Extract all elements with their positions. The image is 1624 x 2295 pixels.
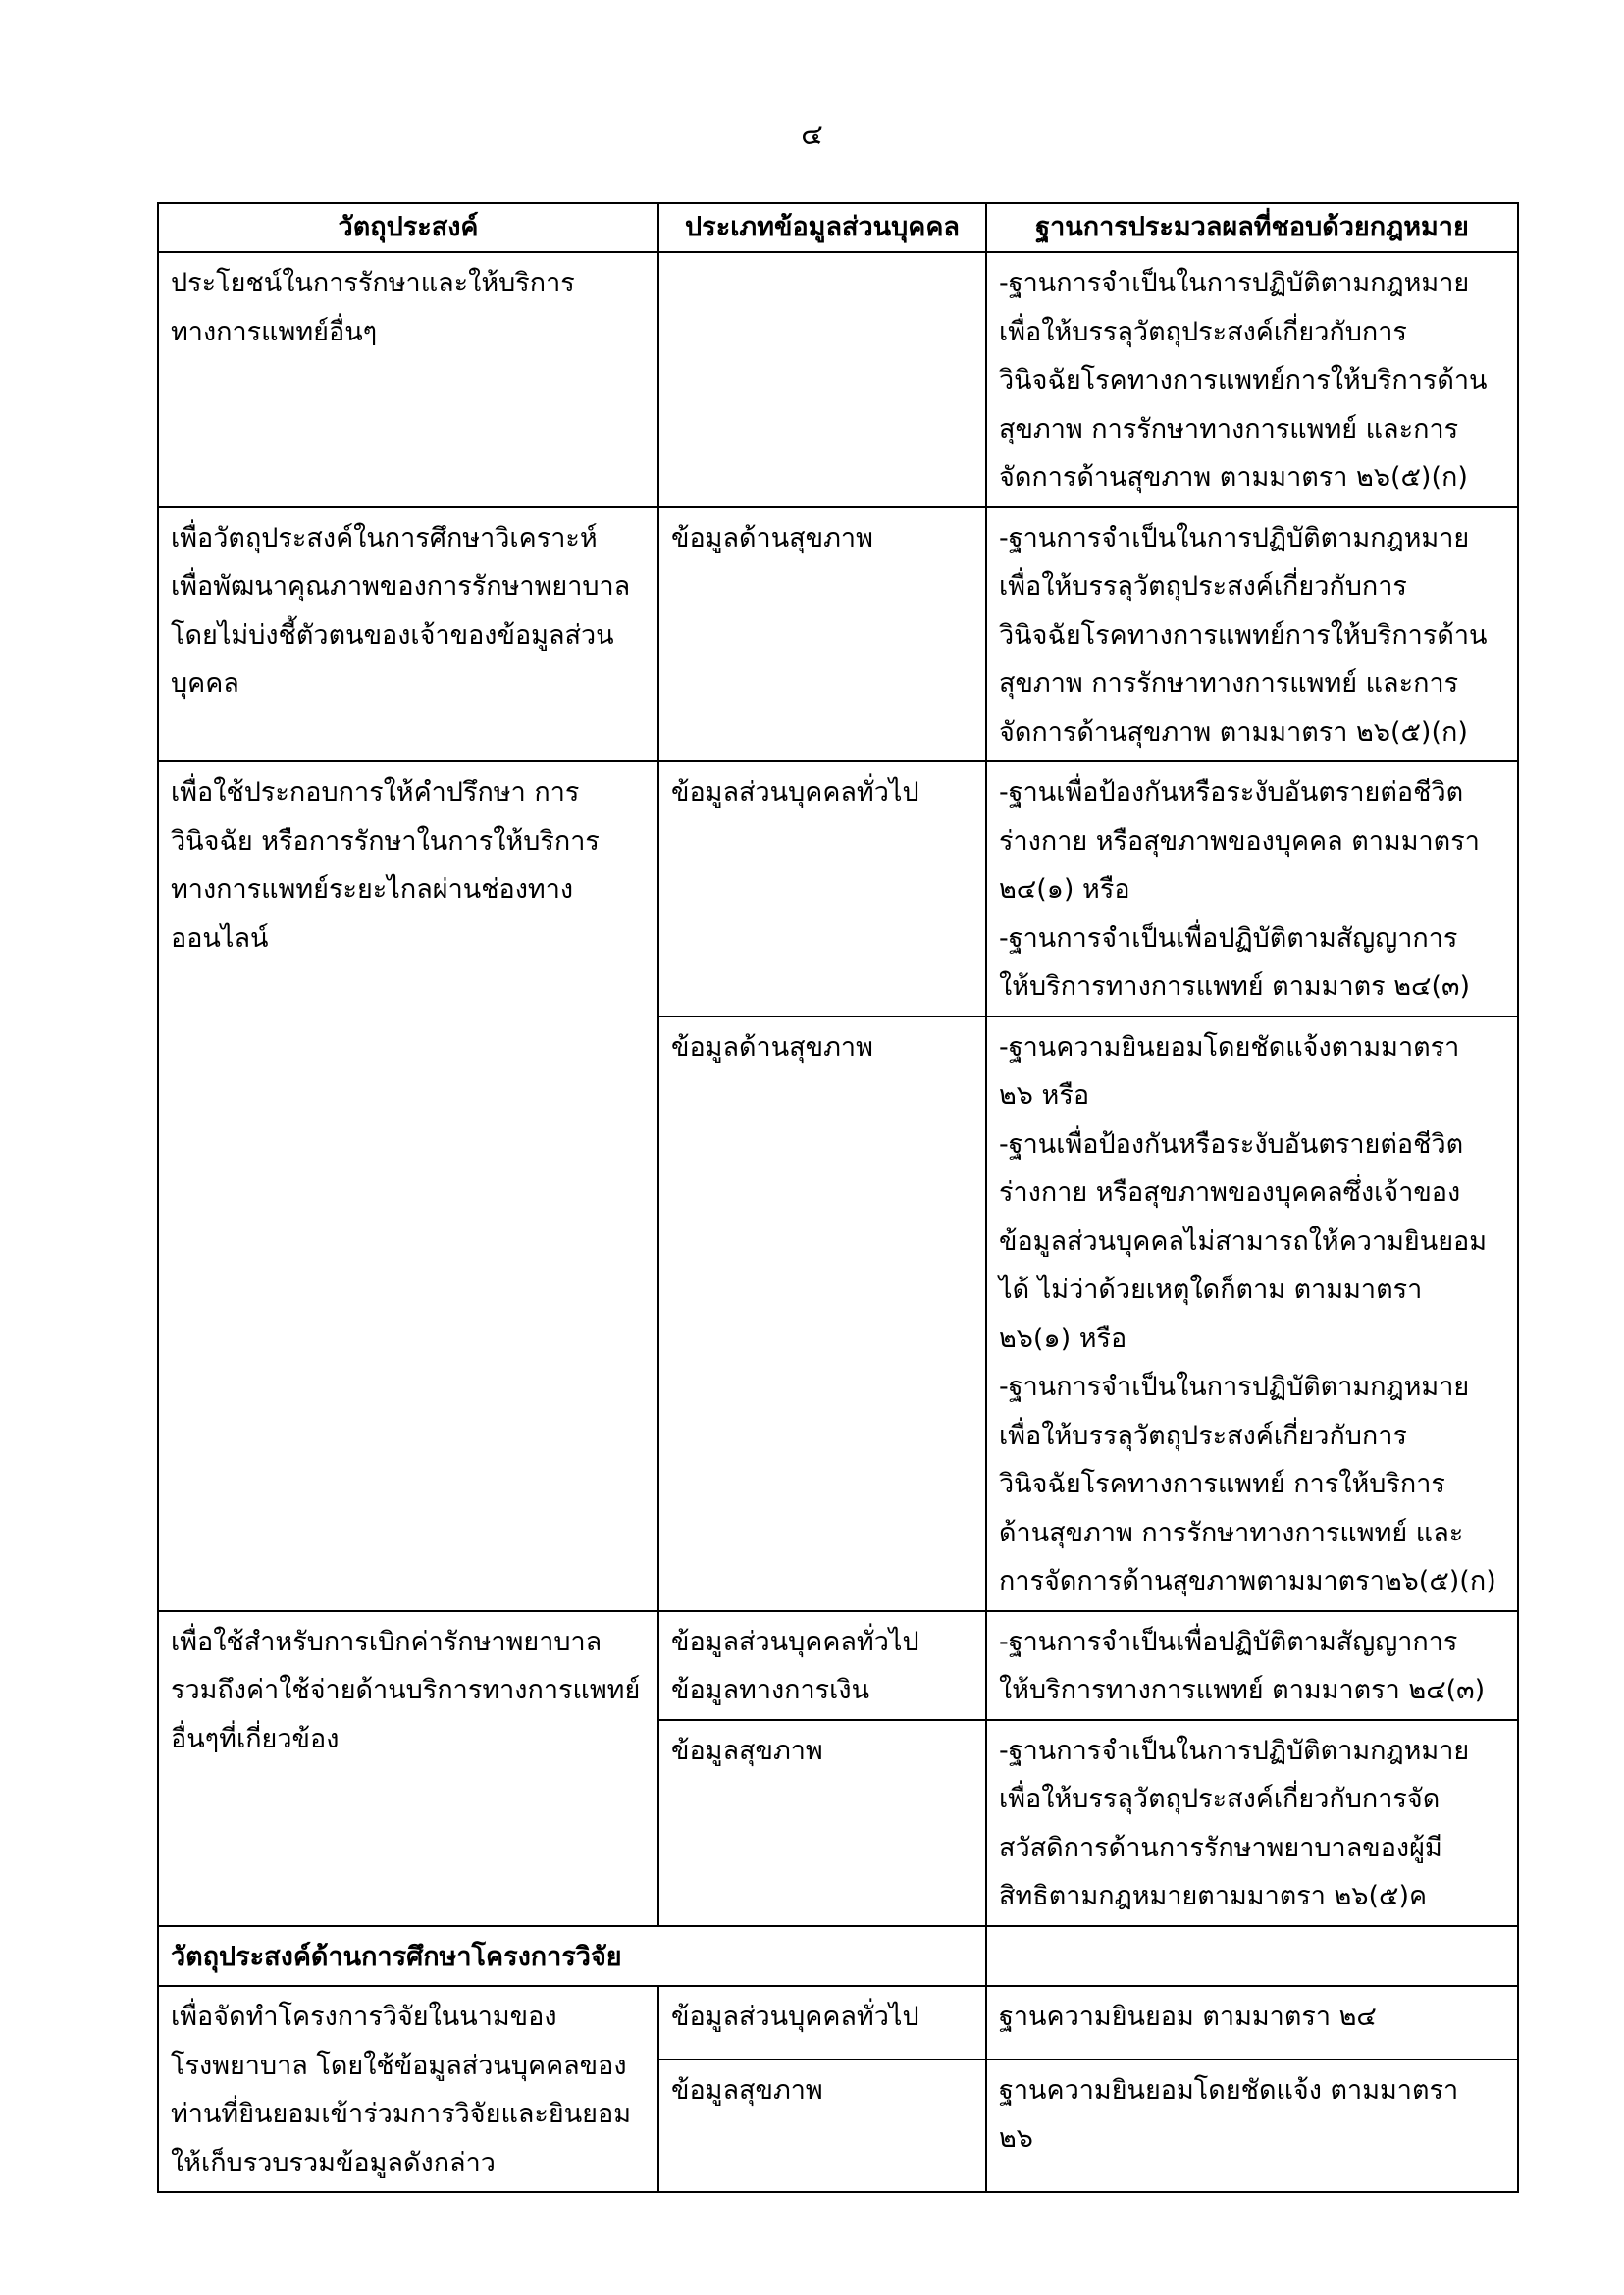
- text-line: เพื่อใช้สำหรับการเบิกค่ารักษาพยาบาล: [171, 1626, 602, 1657]
- objective-cell: [158, 1986, 658, 2192]
- text-line: เพื่อวัตถุประสงค์ในการศึกษาวิเคราะห์: [171, 522, 598, 553]
- text-line: ข้อมูลส่วนบุคคลทั่วไป: [671, 1626, 919, 1657]
- text-line: ด้านสุขภาพ การรักษาทางการแพทย์ และ: [999, 1517, 1464, 1548]
- data-type-cell: [658, 1611, 986, 1720]
- text-line: ท่านที่ยินยอมเข้าร่วมการวิจัยและยินยอม: [171, 2099, 632, 2129]
- text-line: การจัดการด้านสุขภาพตามมาตรา๒๖(๕)(ก): [999, 1566, 1496, 1596]
- objective-cell: [158, 507, 658, 762]
- text-line: ทางการแพทย์ระยะไกลผ่านช่องทาง: [171, 874, 574, 905]
- legal-basis-cell: [986, 1986, 1518, 2060]
- text-line: -ฐานการจำเป็นเพื่อปฏิบัติตามสัญญาการ: [999, 1626, 1458, 1657]
- text-line: ร่างกาย หรือสุขภาพของบุคคล ตามมาตรา: [999, 825, 1480, 857]
- text-line: ข้อมูลทางการเงิน: [671, 1675, 870, 1705]
- text-line: วินิจฉัยโรคทางการแพทย์การให้บริการด้าน: [999, 619, 1488, 651]
- text-line: เพื่อให้บรรลุวัตถุประสงค์เกี่ยวกับการ: [999, 316, 1407, 347]
- section-heading: วัตถุประสงค์ด้านการศึกษาโครงการวิจัย: [158, 1926, 986, 1987]
- objective-cell: [158, 252, 658, 507]
- text-line: อื่นๆที่เกี่ยวข้อง: [171, 1723, 340, 1754]
- text-line: -ฐานการจำเป็นเพื่อปฏิบัติตามสัญญาการ: [999, 922, 1458, 954]
- table-row: [158, 507, 1518, 762]
- text-line: ข้อมูลสุขภาพ: [671, 2074, 823, 2106]
- legal-basis-cell: [986, 1720, 1518, 1926]
- text-line: บุคคล: [171, 668, 239, 699]
- text-line: เพื่อให้บรรลุวัตถุประสงค์เกี่ยวกับการจัด: [999, 1784, 1441, 1814]
- text-line: ร่างกาย หรือสุขภาพของบุคคลซึ่งเจ้าของ: [999, 1177, 1461, 1208]
- text-line: ข้อมูลด้านสุขภาพ: [671, 522, 873, 553]
- text-line: วินิจฉัยโรคทางการแพทย์การให้บริการด้าน: [999, 365, 1488, 395]
- text-line: ให้บริการทางการแพทย์ ตามมาตรา ๒๔(๓): [999, 1675, 1486, 1705]
- text-line: -ฐานการจำเป็นในการปฏิบัติตามกฎหมาย: [999, 522, 1470, 553]
- text-line: สวัสดิการด้านการรักษาพยาบาลของผู้มี: [999, 1832, 1442, 1863]
- data-type-cell: [658, 507, 986, 762]
- text-line: ฐานความยินยอม ตามมาตรา ๒๔: [999, 2002, 1377, 2032]
- text-line: เพื่อใช้ประกอบการให้คำปรึกษา การ: [171, 777, 580, 808]
- header-objective: วัตถุประสงค์: [158, 203, 658, 252]
- text-line: โรงพยาบาล โดยใช้ข้อมูลส่วนบุคคลของ: [171, 2050, 627, 2081]
- text-line: วินิจฉัย หรือการรักษาในการให้บริการ: [171, 825, 600, 857]
- text-line: -ฐานการจำเป็นในการปฏิบัติตามกฎหมาย: [999, 1735, 1470, 1766]
- text-line: ข้อมูลด้านสุขภาพ: [671, 1031, 873, 1063]
- section-row: [158, 1926, 1518, 1987]
- text-line: ๒๔(๑) หรือ: [999, 874, 1130, 905]
- text-line: ข้อมูลสุขภาพ: [671, 1735, 823, 1766]
- text-line: ได้ ไม่ว่าด้วยเหตุใดก็ตาม ตามมาตรา: [999, 1275, 1423, 1305]
- text-line: ให้บริการทางการแพทย์ ตามมาตร ๒๔(๓): [999, 971, 1471, 1002]
- legal-basis-cell: [986, 252, 1518, 507]
- table-row: [158, 252, 1518, 507]
- text-line: จัดการด้านสุขภาพ ตามมาตรา ๒๖(๕)(ก): [999, 716, 1468, 748]
- text-line: จัดการด้านสุขภาพ ตามมาตรา ๒๖(๕)(ก): [999, 462, 1468, 493]
- text-line: ฐานความยินยอมโดยชัดแจ้ง ตามมาตรา: [999, 2074, 1459, 2106]
- text-line: ออนไลน์: [171, 922, 269, 954]
- objective-cell: [158, 1611, 658, 1926]
- text-line: เพื่อให้บรรลุวัตถุประสงค์เกี่ยวกับการ: [999, 571, 1407, 601]
- text-line: ข้อมูลส่วนบุคคลไม่สามารถให้ความยินยอม: [999, 1226, 1488, 1257]
- data-type-cell: [658, 1986, 986, 2060]
- text-line: ประโยชน์ในการรักษาและให้บริการ: [171, 268, 575, 298]
- header-legal-basis: ฐานการประมวลผลที่ชอบด้วยกฎหมาย: [986, 203, 1518, 252]
- text-line: -ฐานความยินยอมโดยชัดแจ้งตามมาตรา: [999, 1031, 1460, 1063]
- text-line: สิทธิตามกฎหมายตามมาตรา ๒๖(๕)ค: [999, 1881, 1428, 1911]
- text-line: ทางการแพทย์อื่นๆ: [171, 316, 378, 347]
- text-line: ให้เก็บรวบรวมข้อมูลดังกล่าว: [171, 2147, 496, 2178]
- legal-basis-cell: [986, 761, 1518, 1017]
- text-line: สุขภาพ การรักษาทางการแพทย์ และการ: [999, 668, 1459, 699]
- text-line: -ฐานการจำเป็นในการปฏิบัติตามกฎหมาย: [999, 1372, 1470, 1402]
- table-row: [158, 1611, 1518, 1720]
- text-line: -ฐานเพื่อป้องกันหรือระงับอันตรายต่อชีวิต: [999, 1128, 1464, 1160]
- table-row: [158, 1986, 1518, 2060]
- text-line: เพื่อจัดทำโครงการวิจัยในนามของ: [171, 2002, 557, 2032]
- data-type-cell: [658, 1017, 986, 1611]
- empty-cell: [986, 1926, 1518, 1987]
- text-line: สุขภาพ การรักษาทางการแพทย์ และการ: [999, 413, 1459, 444]
- page-number: ๔: [801, 118, 823, 152]
- legal-basis-cell: [986, 1611, 1518, 1720]
- text-line: ๒๖(๑) หรือ: [999, 1323, 1127, 1354]
- text-line: รวมถึงค่าใช้จ่ายด้านบริการทางการแพทย์: [171, 1675, 641, 1705]
- legal-basis-cell: [986, 2060, 1518, 2192]
- data-type-cell: [658, 252, 986, 507]
- data-type-cell: [658, 1720, 986, 1926]
- table-header-row: [158, 203, 1518, 252]
- legal-basis-cell: [986, 507, 1518, 762]
- personal-data-processing-table: [157, 202, 1519, 2193]
- data-type-cell: [658, 761, 986, 1017]
- text-line: โดยไม่บ่งชี้ตัวตนของเจ้าของข้อมูลส่วน: [171, 619, 614, 651]
- text-line: ข้อมูลส่วนบุคคลทั่วไป: [671, 2002, 919, 2032]
- data-type-cell: [658, 2060, 986, 2192]
- text-line: ข้อมูลส่วนบุคคลทั่วไป: [671, 777, 919, 808]
- objective-cell: [158, 761, 658, 1611]
- text-line: ๒๖: [999, 2123, 1033, 2155]
- text-line: -ฐานเพื่อป้องกันหรือระงับอันตรายต่อชีวิต: [999, 777, 1464, 808]
- header-data-type: ประเภทข้อมูลส่วนบุคคล: [658, 203, 986, 252]
- text-line: เพื่อพัฒนาคุณภาพของการรักษาพยาบาล: [171, 571, 631, 601]
- legal-basis-cell: [986, 1017, 1518, 1611]
- text-line: -ฐานการจำเป็นในการปฏิบัติตามกฎหมาย: [999, 268, 1470, 298]
- text-line: เพื่อให้บรรลุวัตถุประสงค์เกี่ยวกับการ: [999, 1420, 1407, 1451]
- text-line: วินิจฉัยโรคทางการแพทย์ การให้บริการ: [999, 1469, 1445, 1499]
- table-row: [158, 761, 1518, 1017]
- text-line: ๒๖ หรือ: [999, 1080, 1090, 1111]
